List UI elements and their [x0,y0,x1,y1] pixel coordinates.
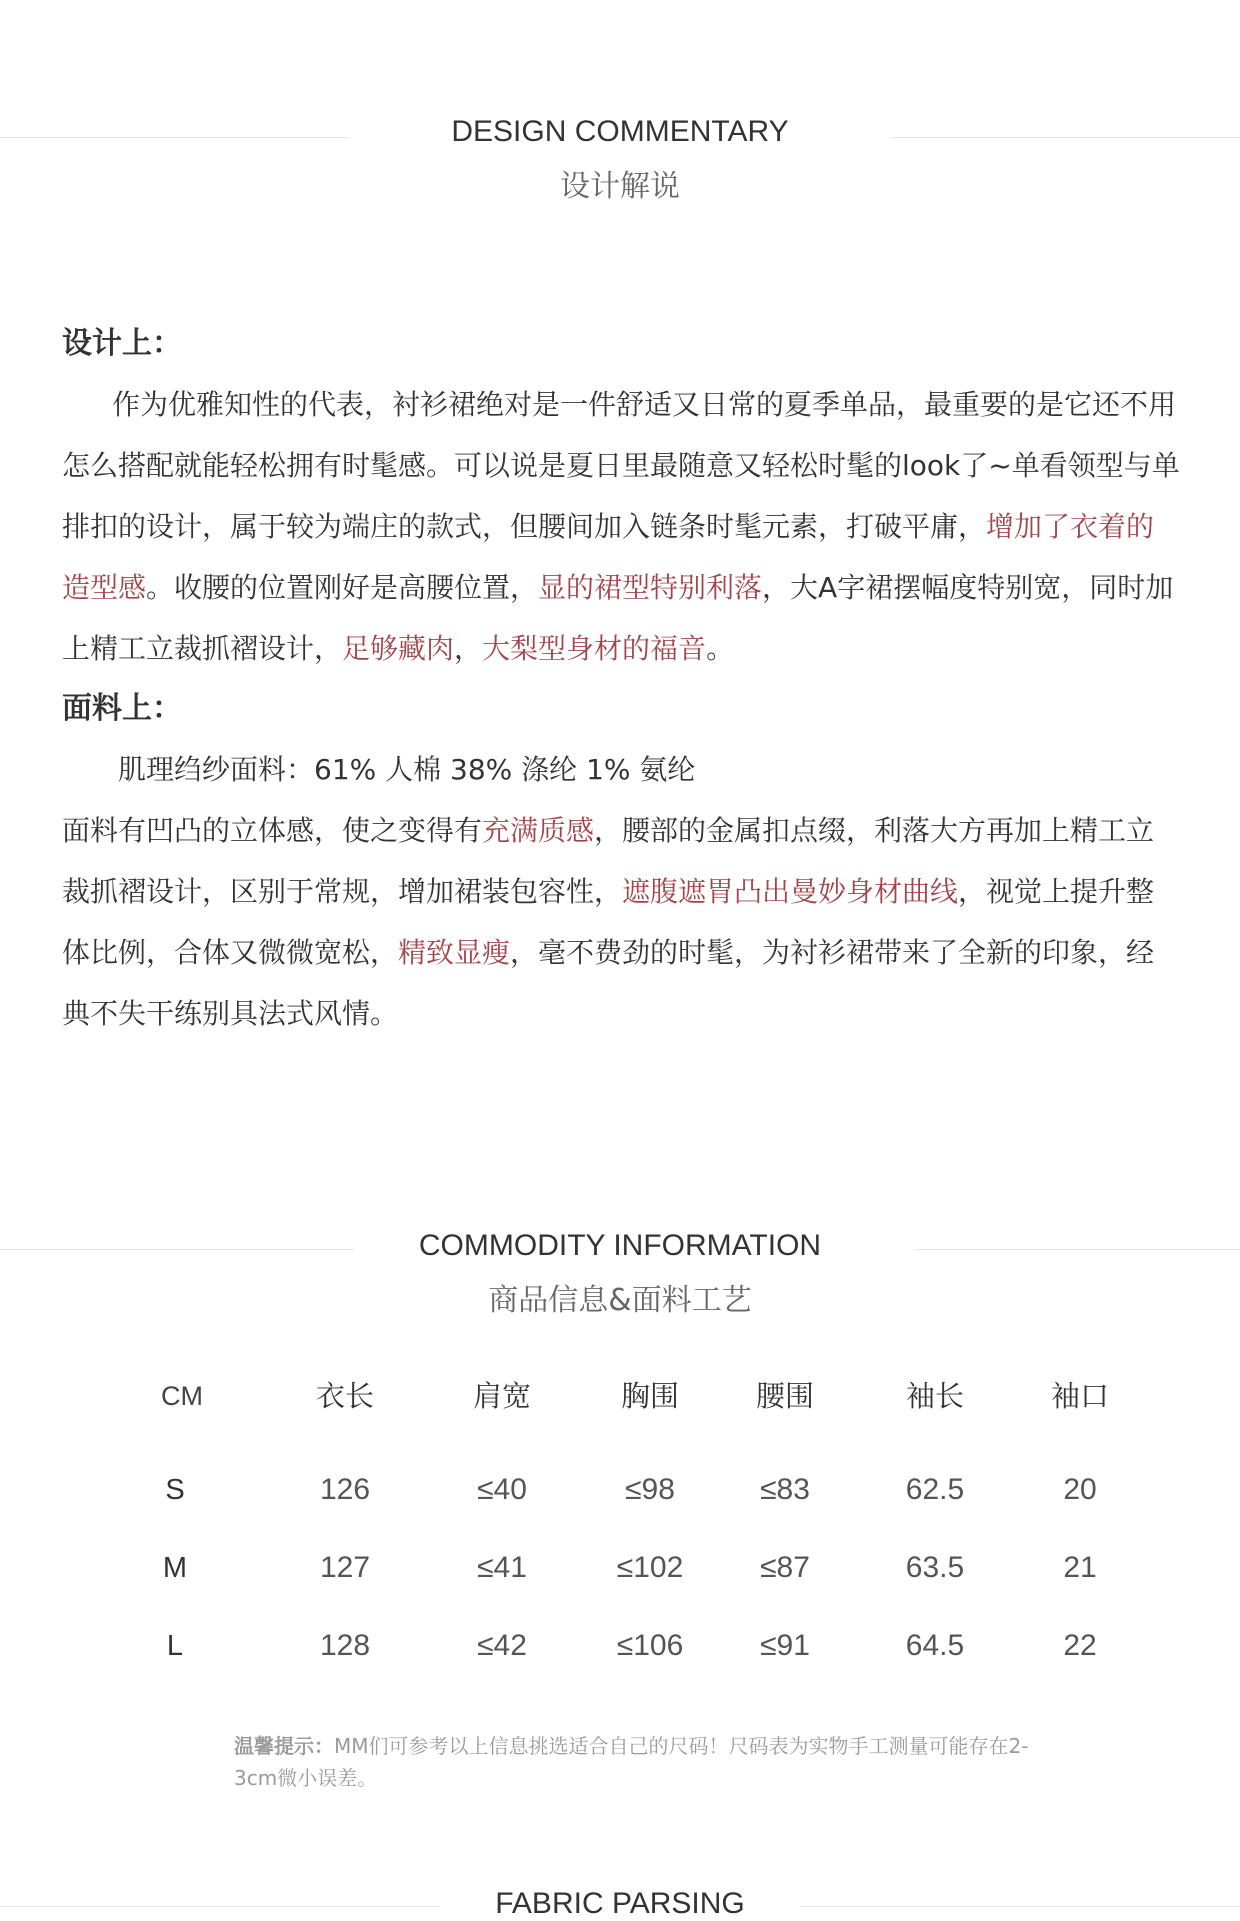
table-cell: 128 [319,1629,371,1662]
design-heading: 设计上： [62,326,182,361]
table-cell: 21 [1063,1551,1097,1584]
table-header-row [120,1360,1120,1432]
table-cell: ≤40 [477,1473,527,1506]
fabric-title-en: FABRIC PARSING [495,1887,745,1920]
commodity-section-header [0,1229,1240,1319]
table-cell: 20 [1063,1473,1097,1506]
table-cell: 63.5 [905,1551,965,1584]
table-cell: ≤87 [760,1551,810,1584]
design-paragraph [62,374,1182,679]
design-title-zh: 设计解说 [560,169,680,204]
tip-label: 温馨提示： [234,1734,334,1758]
column-header-bust: 胸围 [620,1379,679,1413]
fabric-section-header [0,1887,1240,1921]
table-row [120,1454,1120,1532]
fabric-heading: 面料上： [62,691,182,726]
commodity-title-zh: 商品信息&面料工艺 [488,1283,752,1318]
column-header-shoulder: 肩宽 [472,1379,531,1413]
table-cell: 22 [1063,1629,1097,1662]
size-label: L [166,1630,184,1662]
table-cell: ≤102 [616,1551,684,1584]
column-header-unit: CM [161,1381,203,1411]
table-cell: 127 [319,1551,371,1584]
size-table [120,1360,1120,1688]
p1-highlight-3: 足够藏肉 [342,632,455,665]
commodity-title-en: COMMODITY INFORMATION [418,1229,822,1262]
table-cell: 64.5 [905,1629,965,1662]
fabric-composition: 肌理绉纱面料：61% 人棉 38% 涤纶 1% 氨纶 [118,753,696,786]
table-cell: 126 [319,1473,371,1506]
p2-text-3: ，视觉上提升整体比例，合体又微微宽松， [62,875,1155,969]
p1-highlight-4: 大梨型身材的福音 [482,632,707,665]
p1-highlight-1: 增加了衣着的造型感 [62,510,1155,604]
column-header-sleeve: 袖长 [905,1379,964,1413]
table-cell: ≤41 [477,1551,527,1584]
size-label: M [162,1552,188,1584]
size-tip [234,1730,1054,1794]
p2-text-4: ，毫不费劲的时髦，为衬衫裙带来了全新的印象，经典不失干练别具法式风情。 [62,936,1155,1030]
p1-text-3: ，大A字裙摆幅度特别宽，同时加上精工立裁抓褶设计， [62,571,1174,665]
p2-text: 面料有凹凸的立体感，使之变得有 [62,814,483,847]
size-label: S [165,1474,185,1506]
p1-highlight-2: 显的裙型特别利落 [538,571,763,604]
table-cell: ≤91 [760,1629,810,1662]
table-cell: ≤83 [760,1473,810,1506]
column-header-length: 衣长 [315,1379,374,1413]
table-cell: ≤106 [616,1629,684,1662]
table-cell: ≤98 [625,1473,675,1506]
p2-highlight-2: 遮腹遮胃凸出曼妙身材曲线 [622,875,959,908]
design-section-header [0,115,1240,205]
p1-text-2: 。收腰的位置刚好是高腰位置， [146,571,539,604]
p1-text-5: 。 [706,632,735,665]
table-row [120,1532,1120,1610]
table-row [120,1610,1120,1688]
p1-text-4: ， [454,632,483,665]
p1-text: 作为优雅知性的代表，衬衫裙绝对是一件舒适又日常的夏季单品，最重要的是它还不用怎么搭配就能轻松拥有时髦感。可以说是夏日里最随意又轻松时髦的look了~单看领型与单排扣的设计，属于较为端庄的款式，但腰间加入链条时髦元素，打破平庸， [62,388,1180,543]
p2-highlight-1: 充满质感 [482,814,595,847]
column-header-waist: 腰围 [755,1379,814,1413]
table-cell: 62.5 [905,1473,965,1506]
fabric-paragraph [62,800,1182,1044]
p2-text-2: ，腰部的金属扣点缀，利落大方再加上精工立裁抓褶设计，区别于常规，增加裙装包容性， [62,814,1155,908]
design-title-en: DESIGN COMMENTARY [451,115,789,148]
column-header-cuff: 袖口 [1050,1379,1109,1413]
p2-highlight-3: 精致显瘦 [398,936,511,969]
table-cell: ≤42 [477,1629,527,1662]
tip-text: MM们可参考以上信息挑选适合自己的尺码！尺码表为实物手工测量可能存在2-3cm微小误差。 [234,1734,1029,1790]
design-commentary [62,314,1182,1044]
